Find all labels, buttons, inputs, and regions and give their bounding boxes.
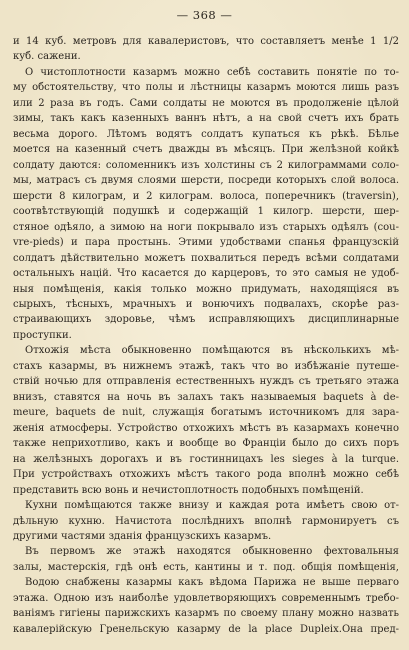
text-line: ныя помѣщенія, какія только можно придумать, находящіяся въ xyxy=(13,283,399,295)
text-line: му обстоятельству, что полы и лѣстницы казармъ моются лишь разъ xyxy=(13,82,399,94)
text-line: этажа. Одною изъ наиболѣе удовлетворяющихъ современнымъ требо- xyxy=(13,592,399,604)
text-line: Водою снабжены казармы какъ вѣдома Парижа не выше перваго xyxy=(25,577,399,589)
text-line: vre-pieds) и пара простынь. Этими удобствами спанья французскій xyxy=(13,237,399,249)
text-line: на желѣзныхъ дорогахъ и въ гостинницахъ les sieges à la turque. xyxy=(13,453,399,465)
text-line: соотвѣтствующій подушкѣ и содержащій 1 килогр. шерсти, шер- xyxy=(13,206,399,218)
text-line: страивающихъ здоровье, чѣмъ исправляющихъ дисциплинарные xyxy=(13,314,399,326)
text-line: Кухни помѣщаются также внизу и каждая рота имѣетъ свою от- xyxy=(25,500,399,512)
page-number: — 368 — xyxy=(176,8,233,22)
text-line: и 14 куб. метровъ для кавалеристовъ, что составляетъ менѣе 1 1/2 xyxy=(13,36,399,47)
text-line: стахъ казармы, въ нижнемъ этажѣ, такъ что во избѣжаніе путеше- xyxy=(13,360,399,372)
text-line: залы, мастерскія, гдѣ онѣ есть, кантины и т. под. общія помѣщенія, xyxy=(13,561,399,573)
text-line: Отхожія мѣста обыкновенно помѣщаются въ нѣсколькихъ мѣ- xyxy=(25,345,399,357)
text-line: ваніямъ гигіены парижскихъ казармъ по своему плану можно назвать xyxy=(13,608,399,620)
text-line: внизъ, ставятся на ночь въ залахъ такъ называемыя baquets à de- xyxy=(13,391,399,403)
text-line: стяное одѣяло, а зимою на ноги покрывало изъ старыхъ одѣялъ (cou- xyxy=(13,221,399,233)
text-line: солдатъ дѣйствительно можетъ похвалиться передъ всѣми солдатами xyxy=(13,252,399,264)
text-line: кавалерійскую Гренельскую казарму de la place Dupleix.Она пред- xyxy=(13,623,399,635)
text-line: моется на казенный счетъ дважды въ мѣсяцъ. При желѣзной койкѣ xyxy=(13,144,399,156)
text-line: остальныхъ націй. Что касается до карцеровъ, то это самыя не удоб- xyxy=(13,268,399,280)
text-line: куб. сажени. xyxy=(13,51,81,63)
text-line: О чистоплотности казармъ можно себѣ составить понятіе по то- xyxy=(25,66,399,78)
text-line: женія атмосферы. Устройство отхожихъ мѣстъ въ казармахъ конечно xyxy=(13,422,399,434)
text-line: При устройствахъ отхожихъ мѣстъ такого рода вполнѣ можно себѣ xyxy=(13,469,399,481)
text-line: сырыхъ, тѣсныхъ, мрачныхъ и вонючихъ подвалахъ, скорѣе раз- xyxy=(13,298,399,310)
text-line: проступки. xyxy=(13,329,72,341)
body-text xyxy=(13,34,399,637)
text-line: зимы, такъ какъ казенныхъ ваннъ нѣтъ, а на свой счетъ ихъ брать xyxy=(13,113,399,125)
text-line: также неприхотливо, какъ и вообще во Франціи было до сихъ поръ xyxy=(13,438,399,450)
text-line: представить всю вонь и нечистоплотность подобныхъ помѣщеній. xyxy=(13,484,364,496)
text-line: дѣльную кухню. Начистота послѣднихъ вполнѣ гармонируетъ съ xyxy=(13,515,399,527)
text-line: ствій ночью для отправленія естественныхъ нуждъ съ третьяго этажа xyxy=(13,376,399,388)
text-line: солдату даются: соломенникъ изъ холстины съ 2 килограммами соло- xyxy=(13,159,399,171)
text-line: мы, матрасъ съ двумя слоями шерсти, посреди которыхъ слой волоса. xyxy=(13,175,399,187)
text-line: другими частями зданія французскихъ казармъ. xyxy=(13,531,272,542)
text-line: шерсти 8 килограм, и 2 килограм. волоса, поперечникъ (traversin), xyxy=(13,190,399,202)
text-line: Въ первомъ же этажѣ находятся обыкновенно фехтовальныя xyxy=(25,546,399,558)
text-line: весьма дорого. Лѣтомъ водятъ солдатъ купаться къ рѣкѣ. Бѣлье xyxy=(13,128,399,140)
text-line: meure, baquets de nuit, служащія богатымъ источникомъ для зара- xyxy=(13,407,399,419)
text-line: или 2 раза въ годъ. Сами солдаты не моются въ продолженіе цѣлой xyxy=(13,97,399,109)
